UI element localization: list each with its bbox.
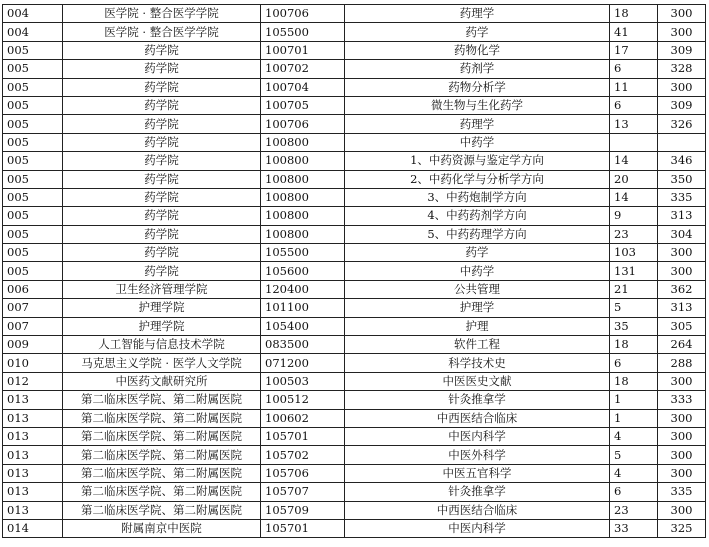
table-row	[3, 391, 706, 409]
major-name-cell: 药学	[345, 244, 610, 262]
quota-cell: 6	[610, 60, 658, 78]
major-name-cell: 软件工程	[345, 336, 610, 354]
quota-cell: 20	[610, 170, 658, 188]
major-code-cell: 100706	[261, 115, 345, 133]
table-row	[3, 244, 706, 262]
quota-cell: 18	[610, 336, 658, 354]
table-row	[3, 188, 706, 206]
table-body	[3, 5, 706, 538]
score-cell: 300	[658, 501, 706, 519]
quota-cell: 4	[610, 427, 658, 445]
college-code-cell: 005	[3, 96, 63, 114]
score-cell: 313	[658, 299, 706, 317]
score-cell: 309	[658, 96, 706, 114]
major-code-cell: 100706	[261, 5, 345, 23]
college-name-cell: 附属南京中医院	[63, 519, 261, 537]
table-row	[3, 96, 706, 114]
table-row	[3, 446, 706, 464]
college-code-cell: 005	[3, 41, 63, 59]
college-name-cell: 中医药文献研究所	[63, 372, 261, 390]
major-name-cell: 科学技术史	[345, 354, 610, 372]
quota-cell: 18	[610, 5, 658, 23]
score-cell: 335	[658, 188, 706, 206]
major-name-cell: 2、中药化学与分析学方向	[345, 170, 610, 188]
major-name-cell: 中医内科学	[345, 427, 610, 445]
major-code-cell: 105707	[261, 483, 345, 501]
college-code-cell: 005	[3, 188, 63, 206]
table-row	[3, 519, 706, 537]
college-code-cell: 004	[3, 5, 63, 23]
quota-cell: 9	[610, 207, 658, 225]
major-name-cell: 3、中药炮制学方向	[345, 188, 610, 206]
college-code-cell: 004	[3, 23, 63, 41]
college-code-cell: 013	[3, 483, 63, 501]
major-code-cell: 100800	[261, 188, 345, 206]
score-cell: 304	[658, 225, 706, 243]
college-name-cell: 马克思主义学院 · 医学人文学院	[63, 354, 261, 372]
table-row	[3, 207, 706, 225]
quota-cell: 33	[610, 519, 658, 537]
table-row	[3, 299, 706, 317]
major-name-cell: 中医五官科学	[345, 464, 610, 482]
major-name-cell: 针灸推拿学	[345, 483, 610, 501]
college-code-cell: 013	[3, 409, 63, 427]
quota-cell: 35	[610, 317, 658, 335]
major-code-cell: 105600	[261, 262, 345, 280]
quota-cell: 17	[610, 41, 658, 59]
table-row	[3, 262, 706, 280]
college-name-cell: 卫生经济管理学院	[63, 280, 261, 298]
major-code-cell: 105706	[261, 464, 345, 482]
major-name-cell: 药物分析学	[345, 78, 610, 96]
table-row	[3, 225, 706, 243]
table-row	[3, 5, 706, 23]
major-code-cell: 100800	[261, 152, 345, 170]
major-name-cell: 5、中药药理学方向	[345, 225, 610, 243]
college-code-cell: 009	[3, 336, 63, 354]
table-row	[3, 464, 706, 482]
college-name-cell: 第二临床医学院、第二附属医院	[63, 446, 261, 464]
college-code-cell: 005	[3, 133, 63, 151]
score-cell: 335	[658, 483, 706, 501]
quota-cell: 5	[610, 299, 658, 317]
major-name-cell: 1、中药资源与鉴定学方向	[345, 152, 610, 170]
table-row	[3, 78, 706, 96]
college-name-cell: 药学院	[63, 152, 261, 170]
college-name-cell: 药学院	[63, 170, 261, 188]
major-code-cell: 083500	[261, 336, 345, 354]
college-name-cell: 医学院 · 整合医学学院	[63, 23, 261, 41]
major-name-cell: 护理	[345, 317, 610, 335]
table-row	[3, 354, 706, 372]
college-name-cell: 护理学院	[63, 317, 261, 335]
college-code-cell: 005	[3, 207, 63, 225]
college-code-cell: 013	[3, 464, 63, 482]
major-name-cell: 护理学	[345, 299, 610, 317]
major-code-cell: 101100	[261, 299, 345, 317]
major-code-cell: 100800	[261, 170, 345, 188]
major-name-cell: 公共管理	[345, 280, 610, 298]
college-name-cell: 药学院	[63, 41, 261, 59]
score-cell: 333	[658, 391, 706, 409]
college-code-cell: 005	[3, 60, 63, 78]
quota-cell: 1	[610, 409, 658, 427]
college-code-cell: 013	[3, 501, 63, 519]
college-name-cell: 药学院	[63, 225, 261, 243]
college-name-cell: 药学院	[63, 115, 261, 133]
score-cell: 264	[658, 336, 706, 354]
score-cell: 300	[658, 372, 706, 390]
college-name-cell: 药学院	[63, 244, 261, 262]
major-code-cell: 100800	[261, 133, 345, 151]
college-code-cell: 005	[3, 115, 63, 133]
college-name-cell: 药学院	[63, 207, 261, 225]
quota-cell: 14	[610, 188, 658, 206]
quota-cell: 5	[610, 446, 658, 464]
score-cell: 300	[658, 464, 706, 482]
major-code-cell: 105500	[261, 244, 345, 262]
quota-cell: 14	[610, 152, 658, 170]
score-cell: 305	[658, 317, 706, 335]
score-cell: 300	[658, 427, 706, 445]
college-code-cell: 013	[3, 391, 63, 409]
major-name-cell: 中西医结合临床	[345, 501, 610, 519]
quota-cell: 1	[610, 391, 658, 409]
quota-cell: 11	[610, 78, 658, 96]
table-row	[3, 372, 706, 390]
major-name-cell: 中西医结合临床	[345, 409, 610, 427]
college-name-cell: 第二临床医学院、第二附属医院	[63, 501, 261, 519]
college-code-cell: 014	[3, 519, 63, 537]
table-row	[3, 409, 706, 427]
college-code-cell: 005	[3, 225, 63, 243]
table-row	[3, 115, 706, 133]
quota-cell: 6	[610, 354, 658, 372]
major-name-cell: 药理学	[345, 115, 610, 133]
table-row	[3, 280, 706, 298]
quota-cell: 23	[610, 501, 658, 519]
major-name-cell: 药理学	[345, 5, 610, 23]
college-name-cell: 第二临床医学院、第二附属医院	[63, 483, 261, 501]
score-cell: 300	[658, 78, 706, 96]
score-cell: 325	[658, 519, 706, 537]
table-row	[3, 23, 706, 41]
table-row	[3, 317, 706, 335]
college-name-cell: 医学院 · 整合医学学院	[63, 5, 261, 23]
score-cell: 300	[658, 23, 706, 41]
score-cell	[658, 133, 706, 151]
college-name-cell: 护理学院	[63, 299, 261, 317]
major-code-cell: 100701	[261, 41, 345, 59]
major-code-cell: 105400	[261, 317, 345, 335]
table-row	[3, 501, 706, 519]
quota-cell: 18	[610, 372, 658, 390]
major-code-cell: 120400	[261, 280, 345, 298]
quota-cell: 131	[610, 262, 658, 280]
major-code-cell: 105701	[261, 519, 345, 537]
quota-cell: 41	[610, 23, 658, 41]
quota-cell	[610, 133, 658, 151]
score-cell: 300	[658, 409, 706, 427]
college-name-cell: 人工智能与信息技术学院	[63, 336, 261, 354]
college-code-cell: 005	[3, 152, 63, 170]
score-cell: 362	[658, 280, 706, 298]
major-code-cell: 100800	[261, 207, 345, 225]
major-name-cell: 4、中药药剂学方向	[345, 207, 610, 225]
college-code-cell: 006	[3, 280, 63, 298]
major-code-cell: 100702	[261, 60, 345, 78]
college-name-cell: 第二临床医学院、第二附属医院	[63, 409, 261, 427]
college-name-cell: 药学院	[63, 96, 261, 114]
score-cell: 346	[658, 152, 706, 170]
quota-cell: 6	[610, 483, 658, 501]
college-name-cell: 第二临床医学院、第二附属医院	[63, 391, 261, 409]
college-code-cell: 005	[3, 262, 63, 280]
college-name-cell: 药学院	[63, 133, 261, 151]
quota-cell: 103	[610, 244, 658, 262]
score-cell: 300	[658, 446, 706, 464]
major-name-cell: 中医外科学	[345, 446, 610, 464]
table-row	[3, 483, 706, 501]
major-code-cell: 100602	[261, 409, 345, 427]
college-name-cell: 药学院	[63, 188, 261, 206]
major-code-cell: 105702	[261, 446, 345, 464]
college-name-cell: 药学院	[63, 262, 261, 280]
quota-cell: 13	[610, 115, 658, 133]
admission-score-table	[2, 4, 706, 538]
major-name-cell: 中医医史文献	[345, 372, 610, 390]
college-name-cell: 第二临床医学院、第二附属医院	[63, 427, 261, 445]
major-name-cell: 微生物与生化药学	[345, 96, 610, 114]
major-name-cell: 药物化学	[345, 41, 610, 59]
quota-cell: 6	[610, 96, 658, 114]
table-row	[3, 41, 706, 59]
major-code-cell: 100705	[261, 96, 345, 114]
college-code-cell: 010	[3, 354, 63, 372]
quota-cell: 21	[610, 280, 658, 298]
score-cell: 328	[658, 60, 706, 78]
major-name-cell: 中药学	[345, 133, 610, 151]
score-cell: 313	[658, 207, 706, 225]
college-code-cell: 005	[3, 244, 63, 262]
score-cell: 288	[658, 354, 706, 372]
major-code-cell: 100512	[261, 391, 345, 409]
major-code-cell: 105500	[261, 23, 345, 41]
college-code-cell: 012	[3, 372, 63, 390]
table-row	[3, 152, 706, 170]
major-name-cell: 药剂学	[345, 60, 610, 78]
college-code-cell: 007	[3, 299, 63, 317]
college-code-cell: 005	[3, 78, 63, 96]
college-code-cell: 013	[3, 446, 63, 464]
college-code-cell: 007	[3, 317, 63, 335]
quota-cell: 23	[610, 225, 658, 243]
major-code-cell: 100503	[261, 372, 345, 390]
score-cell: 300	[658, 262, 706, 280]
score-cell: 300	[658, 5, 706, 23]
table-row	[3, 170, 706, 188]
major-name-cell: 药学	[345, 23, 610, 41]
score-cell: 300	[658, 244, 706, 262]
score-cell: 309	[658, 41, 706, 59]
table-row	[3, 133, 706, 151]
college-name-cell: 第二临床医学院、第二附属医院	[63, 464, 261, 482]
major-code-cell: 100800	[261, 225, 345, 243]
major-code-cell: 100704	[261, 78, 345, 96]
score-cell: 326	[658, 115, 706, 133]
table-row	[3, 427, 706, 445]
table-row	[3, 336, 706, 354]
college-name-cell: 药学院	[63, 78, 261, 96]
major-code-cell: 071200	[261, 354, 345, 372]
score-cell: 350	[658, 170, 706, 188]
college-code-cell: 005	[3, 170, 63, 188]
college-name-cell: 药学院	[63, 60, 261, 78]
major-code-cell: 105709	[261, 501, 345, 519]
major-name-cell: 中药学	[345, 262, 610, 280]
major-name-cell: 针灸推拿学	[345, 391, 610, 409]
table-row	[3, 60, 706, 78]
major-code-cell: 105701	[261, 427, 345, 445]
quota-cell: 4	[610, 464, 658, 482]
college-code-cell: 013	[3, 427, 63, 445]
major-name-cell: 中医内科学	[345, 519, 610, 537]
